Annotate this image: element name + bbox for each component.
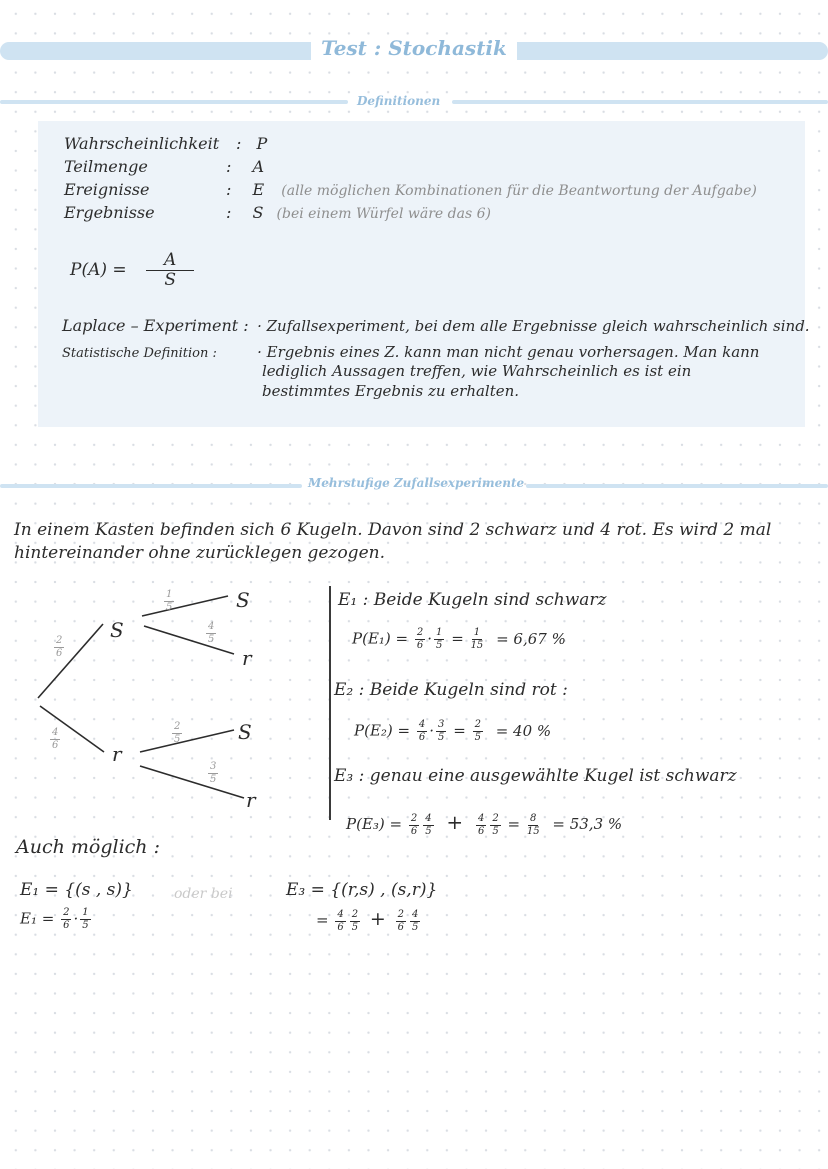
page-title: Test : Stochastik <box>0 36 828 60</box>
frac-den: 5 <box>492 825 499 837</box>
event-e2-label: E₂ : Beide Kugeln sind rot : <box>334 680 568 700</box>
definition-term: Ereignisse <box>64 180 150 199</box>
also-or-text: oder bei <box>174 886 233 902</box>
calc-dot: · <box>429 721 435 740</box>
frac-den: 6 <box>397 921 404 933</box>
frac-den: 5 <box>425 825 432 837</box>
calc-eq: = <box>451 629 464 648</box>
calc-plus: + <box>369 908 386 930</box>
tree-branch-ss <box>142 596 228 616</box>
calc-eq: = <box>453 721 466 740</box>
section-divider-left <box>0 484 302 488</box>
frac-num: 2 <box>174 721 181 732</box>
vertical-separator <box>329 586 331 820</box>
definition-sep: : <box>226 157 232 176</box>
frac-num: 1 <box>82 907 89 918</box>
frac-den: 5 <box>438 732 445 743</box>
tree-leaf-ss: S <box>236 588 250 612</box>
frac-den: 15 <box>526 825 540 837</box>
tree-branch-rr <box>140 766 244 798</box>
definition-term: Wahrscheinlichkeit <box>64 134 220 153</box>
laplace-term: Laplace – Experiment : <box>62 316 249 335</box>
formula-denominator: S <box>164 270 177 290</box>
frac-den: 5 <box>411 921 419 933</box>
frac-den: 5 <box>208 634 215 645</box>
section-heading-mehrstufig: Mehrstufige Zufallsexperimente <box>308 476 525 490</box>
definition-row <box>64 134 267 153</box>
tree-leaf-rr: r <box>246 788 256 812</box>
also-e3-set: E₃ = {(r,s) , (s,r)} <box>286 880 438 900</box>
formula-lhs: P(A) = <box>70 260 127 280</box>
calc-lhs: P(E₁) = <box>352 629 409 648</box>
frac-num: 1 <box>436 627 443 638</box>
calc-result: = 6,67 % <box>496 629 566 648</box>
frac-num: 4 <box>418 719 426 730</box>
statistic-line: · Ergebnis eines Z. kann man nicht genau vorhersagen. Man kann <box>257 343 760 361</box>
statistic-definition <box>62 342 759 361</box>
probability-tree <box>0 580 320 820</box>
also-e1-set: E₁ = {(s , s)} <box>20 880 133 900</box>
calc-result: = 40 % <box>495 721 552 740</box>
tree-branch-sr <box>144 626 234 654</box>
tree-node-s: S <box>110 618 124 642</box>
frac-num: 4 <box>425 812 432 824</box>
frac-den: 6 <box>477 825 485 837</box>
definition-term: Ergebnisse <box>64 203 155 222</box>
statistic-term: Statistische Definition : <box>62 346 217 361</box>
problem-statement-line: hintereinander ohne zurücklegen gezogen. <box>14 543 385 563</box>
tree-leaf-sr: r <box>242 646 252 670</box>
frac-num: 4 <box>208 621 215 632</box>
calc-lhs: P(E₂) = <box>354 721 411 740</box>
frac-num: 2 <box>397 908 404 920</box>
section-divider-right <box>526 484 828 488</box>
frac-den: 15 <box>470 640 484 651</box>
calc-lhs: P(E₃) = <box>346 815 403 833</box>
event-e3-calc <box>346 810 622 837</box>
statistic-line: lediglich Aussagen treffen, wie Wahrscheinlich es ist ein <box>262 362 692 380</box>
tree-leaf-rs: S <box>238 720 252 744</box>
frac-num: 8 <box>530 812 537 824</box>
frac-num: 2 <box>63 907 70 918</box>
frac-num: 4 <box>52 727 59 738</box>
calc-eq: = <box>507 815 521 833</box>
frac-den: 6 <box>418 732 426 743</box>
frac-den: 5 <box>82 920 89 931</box>
tree-prob-rr <box>206 762 220 785</box>
event-e1-label: E₁ : Beide Kugeln sind schwarz <box>338 590 607 610</box>
tree-prob-rs <box>170 722 184 745</box>
calc-plus: + <box>446 810 464 834</box>
frac-num: 3 <box>438 719 445 730</box>
calc-lhs: E₁ = <box>20 909 55 928</box>
frac-num: 4 <box>337 908 344 920</box>
tree-branch-rs <box>140 730 234 752</box>
tree-prob-ss <box>162 590 176 613</box>
frac-den: 5 <box>436 640 443 651</box>
event-e3-label: E₃ : genau eine ausgewählte Kugel ist schwarz <box>334 766 737 786</box>
section-divider-left <box>0 100 348 104</box>
frac-den: 5 <box>210 774 217 785</box>
laplace-definition <box>62 316 810 335</box>
calc-dot: · <box>73 909 79 928</box>
frac-num: 2 <box>492 812 499 824</box>
frac-num: 3 <box>210 761 217 772</box>
frac-den: 5 <box>166 602 173 613</box>
definition-symbol: A <box>252 157 265 176</box>
frac-num: 1 <box>473 627 481 638</box>
definition-symbol: P <box>256 134 268 153</box>
frac-num: 4 <box>477 812 485 824</box>
definition-symbol: S <box>252 203 264 222</box>
section-heading-definitionen: Definitionen <box>357 94 441 108</box>
definition-sep: : <box>226 180 232 199</box>
tree-prob-r <box>48 728 62 751</box>
formula-fraction <box>146 252 194 289</box>
definition-symbol: E <box>252 180 265 199</box>
frac-num: 2 <box>56 635 63 646</box>
definition-sep: : <box>226 203 232 222</box>
frac-den: 6 <box>56 648 63 659</box>
calc-eq: = <box>316 911 329 929</box>
frac-den: 5 <box>174 734 181 745</box>
frac-num: 2 <box>351 908 359 920</box>
definition-row <box>64 203 491 222</box>
definition-note: (alle möglichen Kombinationen für die Beantwortung der Aufgabe) <box>281 183 757 199</box>
definition-row <box>64 157 264 176</box>
statistic-line: bestimmtes Ergebnis zu erhalten. <box>262 382 520 400</box>
definition-note: (bei einem Würfel wäre das 6) <box>276 206 491 222</box>
frac-den: 6 <box>63 920 70 931</box>
frac-num: 2 <box>416 627 424 638</box>
frac-num: 2 <box>410 812 418 824</box>
frac-den: 6 <box>416 640 424 651</box>
problem-statement-line: In einem Kasten befinden sich 6 Kugeln. Davon sind 2 schwarz und 4 rot. Es wird 2 mal <box>14 520 772 540</box>
tree-prob-sr <box>204 622 218 645</box>
section-divider-right <box>452 100 828 104</box>
also-e1-calc <box>20 908 93 931</box>
frac-den: 5 <box>351 921 359 933</box>
event-e2-calc <box>354 720 551 743</box>
calc-dot: · <box>427 629 433 648</box>
also-possible-heading: Auch möglich : <box>16 836 160 858</box>
calc-result: = 53,3 % <box>552 815 623 833</box>
laplace-text: · Zufallsexperiment, bei dem alle Ergebnisse gleich wahrscheinlich sind. <box>257 317 810 335</box>
tree-branch-s <box>38 624 103 698</box>
definition-row <box>64 180 757 199</box>
definition-term: Teilmenge <box>64 157 148 176</box>
event-e1-calc <box>352 628 566 651</box>
definition-sep: : <box>236 134 242 153</box>
tree-prob-s <box>52 636 66 659</box>
frac-den: 6 <box>410 825 418 837</box>
frac-den: 6 <box>337 921 344 933</box>
probability-formula <box>70 252 196 289</box>
frac-num: 4 <box>411 908 419 920</box>
formula-numerator: A <box>146 252 194 271</box>
frac-num: 1 <box>166 589 173 600</box>
tree-node-r: r <box>112 742 122 766</box>
frac-num: 2 <box>474 719 481 730</box>
frac-den: 6 <box>52 740 59 751</box>
also-e3-calc <box>316 908 422 933</box>
frac-den: 5 <box>474 732 481 743</box>
